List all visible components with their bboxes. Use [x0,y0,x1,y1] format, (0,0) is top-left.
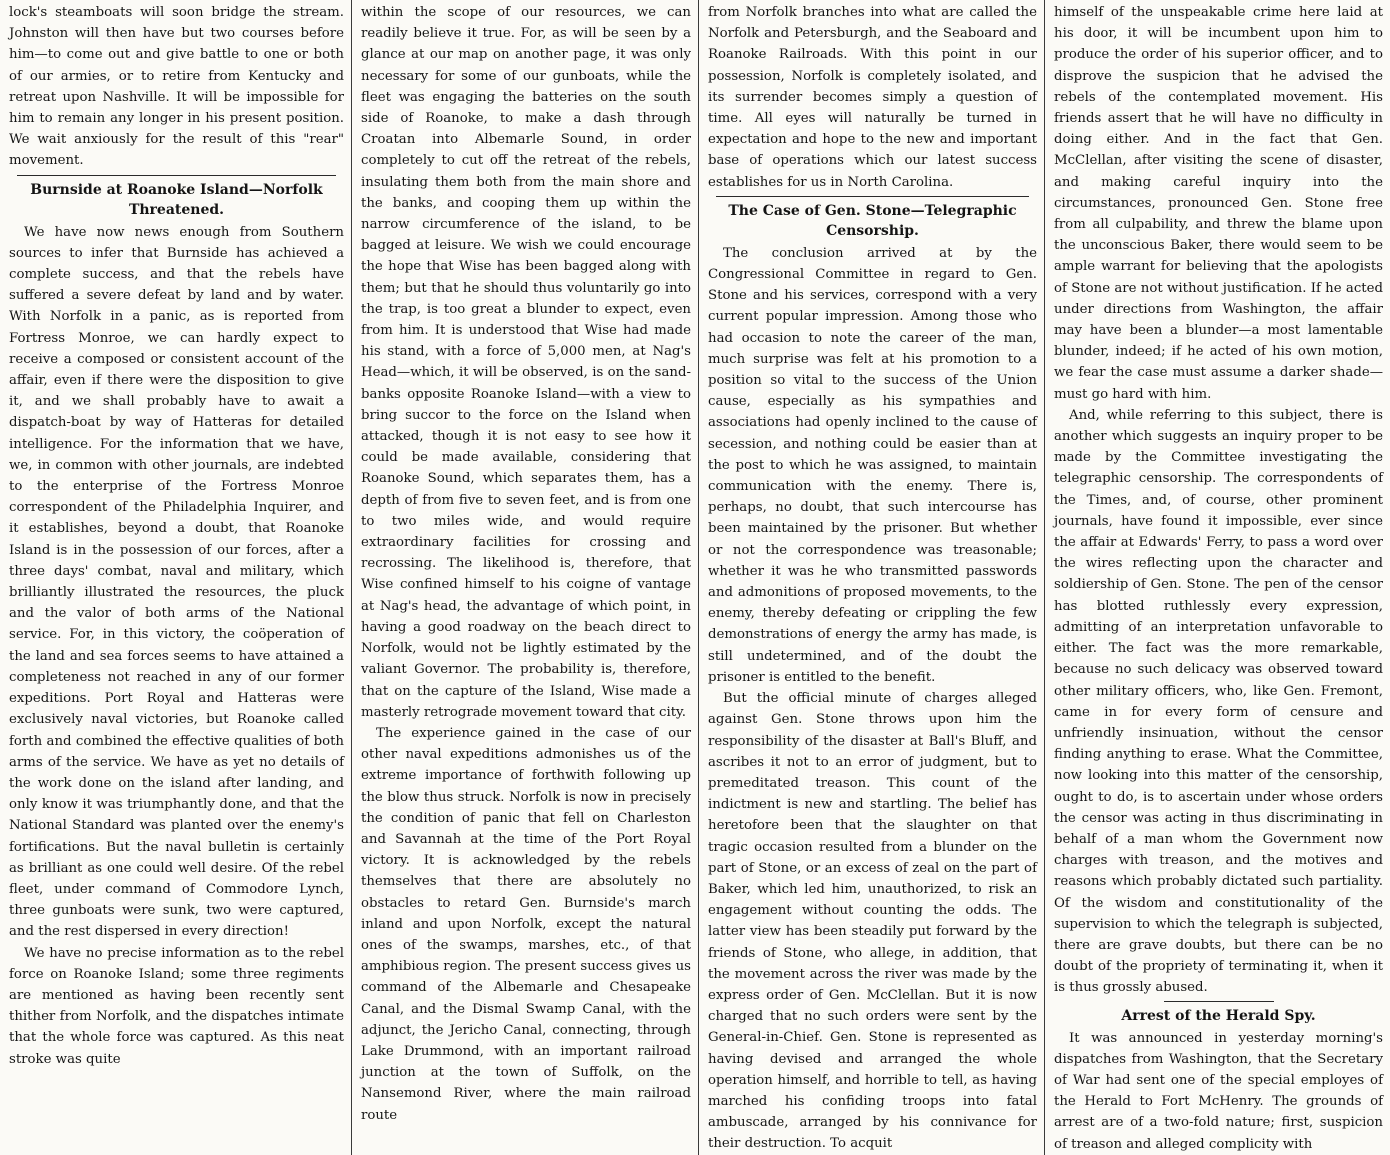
paragraph: It was announced in yesterday morning's dispatches from Washington, that the Secretary of War had sent one of the special employes of the Herald to Fort McHenry. The grounds of arrest are of a two-fold nature; first, suspicion of treason and alleged complicity with [1054,1030,1383,1152]
paragraph: But the official minute of charges alleged against Gen. Stone throws upon him the responsibility of the disaster at Ball's Bluff, and ascribes it not to an error of judgment, but to premeditated treason. This count of the indictment is new and startling. The belief has heretofore been that the slaughter on that tragic occasion resulted from a blunder on the part of Stone, or an excess of zeal on the part of Baker, which led him, unauthorized, to risk an engagement without counting the odds. The latter view has been steadily put forward by the friends of Stone, who allege, in addition, that the movement across the river was made by the express order of Gen. McClellan. But it is now charged that no such orders were sent by the General-in-Chief. Gen. Stone is represented as having devised and arranged the whole operation himself, and horrible to tell, as having marched his confiding troops into fatal ambuscade, arranged by his connivance for their destruction. To acquit [708,691,1037,1152]
column-4 [1045,0,1390,1155]
section-rule [716,196,1029,197]
paragraph: from Norfolk branches into what are called the Norfolk and Petersburgh, and the Seaboard and Roanoke Railroads. With this point in our possession, Norfolk is completely isolated, and its surrender becomes simply a question of time. All eyes will naturally be turned in expectation and hope to the new and important base of operations which our latest success establishes for us in North Carolina. [708,5,1037,190]
paragraph: himself of the unspeakable crime here laid at his door, it will be incumbent upon him to produce the order of his superior officer, and to disprove the suspicion that he advised the rebels of the contemplated movement. His friends assert that he will have no difficulty in doing either. And in the fact that Gen. McClellan, after visiting the scene of disaster, and making careful inquiry into the circumstances, pronounced Gen. Stone free from all culpability, and threw the blame upon the unconscious Baker, there would seem to be ample warrant for believing that the apologists of Stone are not without justification. If he acted under directions from Washington, the affair may have been a blunder—a most lamentable blunder, indeed; if he acted of his own motion, we fear the case must assume a darker shade—must go hard with him. [1054,5,1383,402]
column-2 [352,0,699,1155]
headline-burnside: Burnside at Roanoke Island—Norfolk Threatened. [30,181,323,218]
paragraph: And, while referring to this subject, there is another which suggests an inquiry proper to be made by the Committee investigating the telegraphic censorship. The correspondents of the Times, and, of course, other prominent journals, have found it impossible, ever since the affair at Edwards' Ferry, to pass a word over the wires reflecting upon the character and soldiership of Gen. Stone. The pen of the censor has blotted ruthlessly every expression, admitting of an interpretation unfavorable to either. The fact was the more remarkable, because no such delicacy was observed toward other military officers, who, like Gen. Fremont, came in for every form of censure and unfriendly insinuation, without the censor finding anything to erase. What the Committee, now looking into this matter of the censorship, ought to do, is to ascertain under whose orders the censor was acting in thus discriminating in behalf of a man whom the Government now charges with treason, and the motives and reasons which probably dictated such partiality. Of the wisdom and constitutionality of the supervision to which the telegraph is subjected, there are grave doubts, but there can be no doubt of the propriety of terminating it, when it is thus grossly abused. [1054,407,1383,996]
paragraph: within the scope of our resources, we can readily believe it true. For, as will be seen by a glance at our map on another page, it was only necessary for some of our gunboats, while the fleet was engaging the batteries on the south side of Roanoke, to make a dash through Croatan into Albemarle Sound, in order completely to cut off the retreat of the rebels, insulating them both from the main shore and the banks, and cooping them up within the narrow circumference of the island, to be bagged at leisure. We wish we could encourage the hope that Wise has been bagged along with them; but that he should thus voluntarily go into the trap, is too great a blunder to expect, even from him. It is understood that Wise had made his stand, with a force of 5,000 men, at Nag's Head—which, it will be observed, is on the sand-banks opposite Roanoke Island—with a view to bring succor to the force on the Island when attacked, though it is not easy to see how it could be made available, considering that Roanoke Sound, which separates them, has a depth of from five to seven feet, and is from one to two miles wide, and would require extraordinary facilities for crossing and recrossing. The likelihood is, therefore, that Wise confined himself to his coigne of vantage at Nag's head, the advantage of which point, in having a good roadway on the beach direct to Norfolk, would not be lightly estimated by the valiant Governor. The probability is, therefore, that on the capture of the Island, Wise made a masterly retrograde movement toward that city. [361,5,691,720]
paragraph: The experience gained in the case of our other naval expeditions admonishes us of the extreme importance of forthwith following up the blow thus struck. Norfolk is now in precisely the condition of panic that fell on Charleston and Savannah at the time of the Port Royal victory. It is acknowledged by the rebels themselves that there are absolutely no obstacles to retard Gen. Burnside's march inland and upon Norfolk, except the natural ones of the swamps, marshes, etc., of that amphibious region. The present success gives us command of the Albemarle and Chesapeake Canal, and the Dismal Swamp Canal, with the adjunct, the Jericho Canal, connecting, through Lake Drummond, with an important railroad junction at the town of Suffolk, on the Nansemond River, where the main railroad route [361,725,691,1123]
paragraph: We have now news enough from Southern sources to infer that Burnside has achieved a complete success, and that the rebels have suffered a severe defeat by land and by water. With Norfolk in a panic, as is reported from Fortress Monroe, we can hardly expect to receive a composed or consistent account of the affair, even if there were the disposition to give it, and we shall probably have to await a dispatch-boat by way of Hatteras for detailed intelligence. For the information that we have, we, in common with other journals, are indebted to the enterprise of the Fortress Monroe correspondent of the Philadelphia Inquirer, and it establishes, beyond a doubt, that Roanoke Island is in the possession of our forces, after a three days' combat, naval and military, which brilliantly illustrated the resources, the pluck and the valor of both arms of the National service. For, in this victory, the coöperation of the land and sea forces seems to have attained a completeness not reached in any of our former expeditions. Port Royal and Hatteras were exclusively naval victories, but Roanoke called forth and combined the effective qualities of both arms of the service. We have as yet no details of the work done on the island after landing, and only know it was triumphantly done, and that the National Standard was planted over the enemy's fortifications. But the naval bulletin is certainly as brilliant as one could well desire. Of the rebel fleet, under command of Commodore Lynch, three gunboats were sunk, two were captured, and the rest dispersed in every direction! [9,224,344,940]
headline-gen-stone: The Case of Gen. Stone—Telegraphic Censorship. [728,202,1017,239]
section-rule [17,175,336,176]
paragraph: We have no precise information as to the rebel force on Roanoke Island; some three regiments are mentioned as having been recently sent thither from Norfolk, and the dispatches intimate that the whole force was captured. As this neat stroke was quite [9,945,344,1067]
column-1-lead-text: lock's steamboats will soon bridge the stream. Johnston will then have but two courses before him—to come out and give battle to one or both of our armies, or to retire from Kentucky and retreat upon Nashville. It will be impossible for him to remain any longer in his present position. We wait anxiously for the result of this "rear" movement. [9,5,344,169]
paragraph: The conclusion arrived at by the Congressional Committee in regard to Gen. Stone and his services, correspond with a very current popular impression. Among those who had occasion to note the career of the man, much surprise was felt at his promotion to a position so vital to the success of the Union cause, especially as his sympathies and associations had openly inclined to the cause of secession, and nothing could be easier than at the post to which he was assigned, to maintain communication with the enemy. There is, perhaps, no doubt, that such intercourse has been maintained by the prisoner. But whether or not the correspondence was treasonable; whether it was he who transmitted passwords and admonitions of proposed movements, to the enemy, thereby defeating or crippling the few demonstrations of energy the army has made, is still undetermined, and of the doubt the prisoner is entitled to the benefit. [708,245,1037,685]
headline-herald-spy: Arrest of the Herald Spy. [1121,1007,1316,1024]
section-rule [1164,1001,1274,1002]
column-3 [699,0,1045,1155]
column-1 [0,0,352,1155]
